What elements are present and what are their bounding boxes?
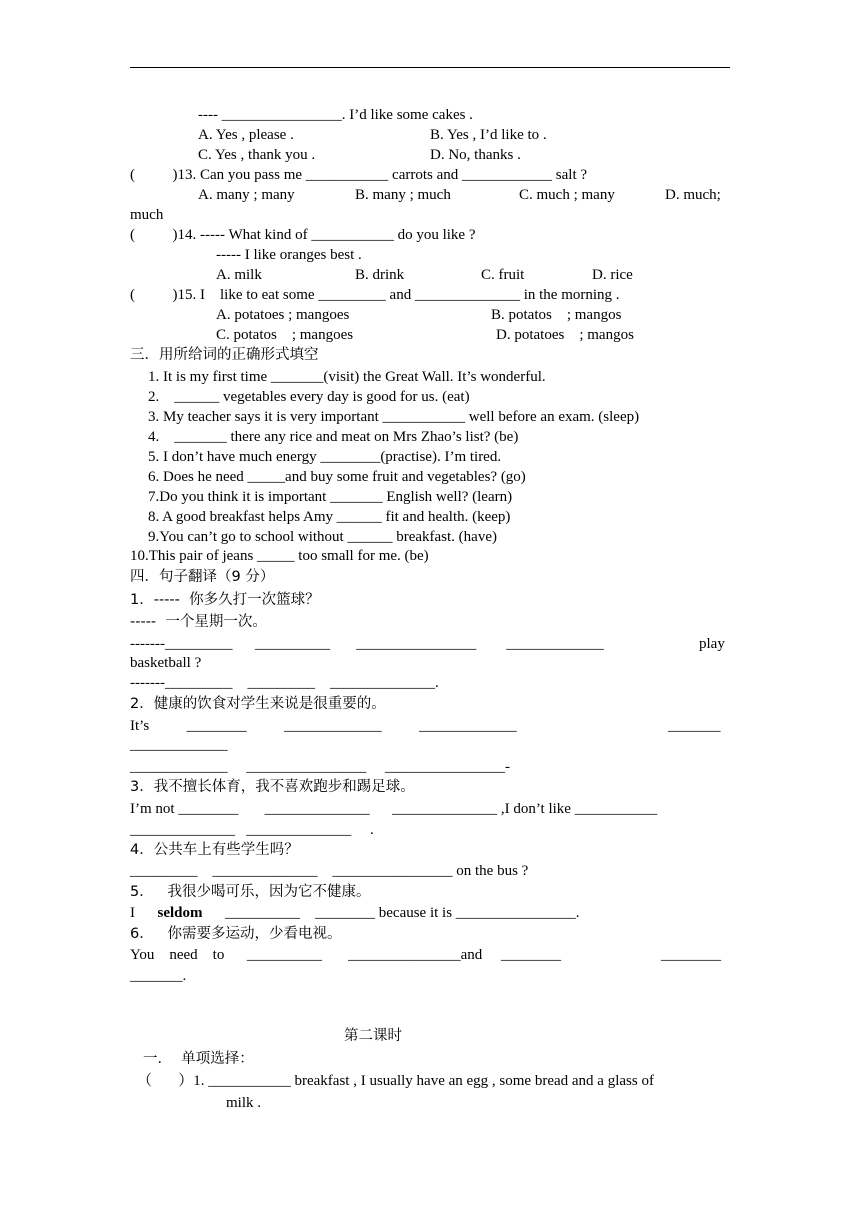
translation-1-blank-line-2: -------_________ _________ ______________. — [130, 675, 439, 691]
translation-2-blank-line-2: _____________ ________________ ________________- — [130, 759, 510, 775]
translation-2-question: 2．健康的饮食对学生来说是很重要的。 — [130, 696, 386, 712]
translation-5-blank-line — [130, 903, 580, 923]
q15-option-d: D. potatoes ; mangos — [496, 327, 634, 343]
translation-4-question: 4．公共车上有些学生吗？ — [130, 842, 299, 858]
translation-5-given-word: seldom — [157, 905, 203, 921]
q15-option-c: C. potatos ; mangoes — [216, 327, 354, 343]
lesson2-section1-heading: 一． 单项选择： — [143, 1051, 254, 1067]
section3-item: 10.This pair of jeans _____ too small for me. (be) — [130, 548, 429, 564]
lesson2-q1-stem: （ ）1. ___________ breakfast , I usually have an egg , some bread and a glass of — [137, 1073, 654, 1089]
translation-1-blank-line: -------_________ __________ ________________ _____________ — [130, 636, 604, 652]
q12-option-d: D. No, thanks . — [430, 147, 521, 163]
translation-1-answer: ----- 一个星期一次。 — [130, 614, 267, 630]
header-rule — [130, 67, 730, 68]
q12-answer-line: ---- ________________. I’d like some cakes . — [198, 107, 473, 123]
q12-option-c: C. Yes , thank you . — [198, 147, 316, 163]
section3-item: 9.You can’t go to school without ______ breakfast. (have) — [148, 529, 497, 545]
section3-item: 5. I don’t have much energy ________(practise). I’m tired. — [148, 449, 502, 465]
translation-6-question: 6． 你需要多运动，少看电视。 — [130, 926, 342, 942]
section3-item: 6. Does he need _____and buy some fruit and vegetables? (go) — [148, 469, 526, 485]
translation-2-blank-line: It’s ________ _____________ _____________ — [130, 718, 517, 734]
translation-4-blank-line: _________ ______________ ________________ on the bus ? — [130, 863, 529, 879]
translation-1-question: 1．----- 你多久打一次篮球？ — [130, 592, 320, 608]
translation-2-blank-line-end: _______ — [668, 718, 721, 734]
section4-heading: 四．句子翻译（9 分） — [130, 569, 275, 585]
lesson2-title: 第二课时 — [344, 1028, 402, 1044]
translation-3-blank-line-cont: ______________ ______________ . — [130, 822, 374, 838]
section3-item: 7.Do you think it is important _______ English well? (learn) — [148, 489, 513, 505]
q14-option-b: B. drink — [355, 267, 405, 283]
q13-option-d-continued: much — [130, 207, 164, 223]
translation-6-blank-line-cont: _______. — [130, 968, 187, 984]
q15-option-b: B. potatos ; mangos — [491, 307, 622, 323]
q14-option-a: A. milk — [216, 267, 262, 283]
q14-reply: ----- I like oranges best . — [216, 247, 362, 263]
translation-1-blank-line-end: play — [699, 636, 725, 652]
q13-option-c: C. much ; many — [519, 187, 615, 203]
q15-stem: ( )15. I like to eat some _________ and ______________ in the morning . — [130, 287, 620, 303]
q13-option-b: B. many ; much — [355, 187, 451, 203]
translation-5-suffix: __________ ________ because it is ________________. — [202, 905, 580, 921]
section3-heading: 三．用所给词的正确形式填空 — [130, 347, 319, 363]
translation-3-blank-line: I’m not ________ ______________ ______________ ,I don’t like ___________ — [130, 801, 658, 817]
q13-option-d: D. much; — [665, 187, 721, 203]
q12-option-b: B. Yes , I’d like to . — [430, 127, 547, 143]
q14-option-c: C. fruit — [481, 267, 525, 283]
q14-option-d: D. rice — [592, 267, 633, 283]
section3-item: 4. _______ there any rice and meat on Mrs Zhao’s list? (be) — [148, 429, 519, 445]
translation-6-blank-line: You need to __________ _______________and ________ — [130, 947, 561, 963]
section3-item: 1. It is my first time _______(visit) the Great Wall. It’s wonderful. — [148, 369, 546, 385]
section3-item: 2. ______ vegetables every day is good for us. (eat) — [148, 389, 470, 405]
lesson2-q1-continued: milk . — [226, 1095, 262, 1111]
q15-option-a: A. potatoes ; mangoes — [216, 307, 350, 323]
translation-5-prefix: I — [130, 905, 158, 921]
translation-2-blank-line-cont: _____________ — [130, 737, 228, 753]
q12-option-a: A. Yes , please . — [198, 127, 294, 143]
q13-option-a: A. many ; many — [198, 187, 295, 203]
q13-stem: ( )13. Can you pass me ___________ carrots and ____________ salt ? — [130, 167, 588, 183]
translation-6-blank-line-end: ________ — [661, 947, 721, 963]
q14-stem: ( )14. ----- What kind of ___________ do you like ? — [130, 227, 476, 243]
section3-item: 8. A good breakfast helps Amy ______ fit and health. (keep) — [148, 509, 511, 525]
section3-item: 3. My teacher says it is very important ___________ well before an exam. (sleep) — [148, 409, 640, 425]
translation-1-blank-line-cont: basketball ? — [130, 655, 202, 671]
translation-3-question: 3．我不擅长体育，我不喜欢跑步和踢足球。 — [130, 779, 415, 795]
translation-5-question: 5． 我很少喝可乐，因为它不健康。 — [130, 884, 371, 900]
